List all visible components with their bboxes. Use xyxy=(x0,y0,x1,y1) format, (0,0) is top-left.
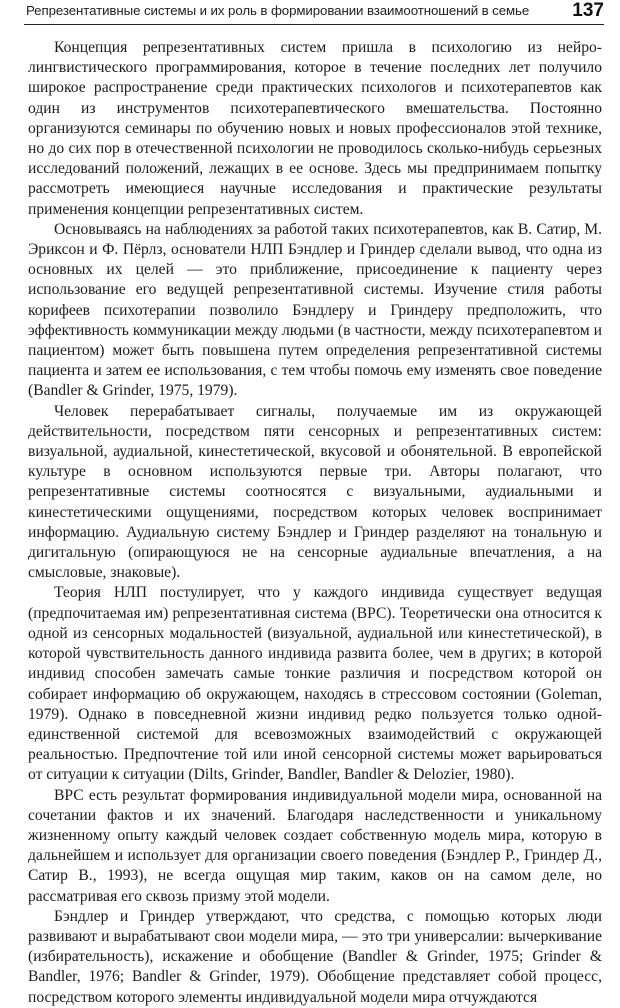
paragraph: Основываясь на наблюдениях за работой таких психотерапевтов, как В. Сатир, М. Эриксон и Ф. Пёрлз, основатели НЛП Бэндлер и Гриндер сделали вывод, что одна из основных их целей — это приближение, присоединение к пациенту через использование его ведущей репрезентативной системы. Изучение стиля работы корифеев психотерапии позволило Бэндлеру и Гриндеру предположить, что эффективность коммуникации между людьми (в частности, между психотерапевтом и пациентом) может быть повышена путем определения репрезентативной системы пациента и затем ее использования, с тем чтобы помочь ему изменять свое поведение (Bandler & Grinder, 1975, 1979). xyxy=(28,220,602,400)
page-number: 137 xyxy=(572,0,604,21)
body-text xyxy=(28,38,602,1008)
paragraph: Теория НЛП постулирует, что у каждого индивида существует ведущая (предпочитаемая им) репрезентативная система (ВРС). Теоретически она относится к одной из сенсорных модальностей (визуальной, аудиальной или кинестетической), в которой чувствительность данного индивида развита более, чем в других; в которой индивид способен замечать самые тонкие различия и посредством которой он собирает информацию об окружающем, находясь в стрессовом состоянии (Goleman, 1979). Однако в повседневной жизни индивид редко пользуется только одной-единственной системой для всевозможных взаимодействий с окружающей реальностью. Предпочтение той или иной сенсорной системы может варьироваться от ситуации к ситуации (Dilts, Grinder, Bandler, Bandler & Delozier, 1980). xyxy=(28,584,602,784)
running-header xyxy=(24,0,604,25)
paragraph: Человек перерабатывает сигналы, получаемые им из окружающей действительности, посредством пяти сенсорных и репрезентативных систем: визуальной, аудиальной, кинестетической, вкусовой и обонятельной. В европейской культуре в основном используются первые три. Авторы полагают, что репрезентативные системы соотносятся с визуальными, аудиальными и кинестетическими ощущениями, посредством которых человек воспринимает информацию. Аудиальную систему Бэндлер и Гриндер разделяют на тональную и дигитальную (опирающуюся не на сенсорные аудиальные впечатления, а на смысловые, знаковые). xyxy=(28,402,602,582)
paragraph: Бэндлер и Гриндер утверждают, что средства, с помощью которых люди развивают и вырабатывают свои модели мира, — это три универсалии: вычеркивание (избирательность), искажение и обобщение (Bandler & Grinder, 1975; Grinder & Bandler, 1976; Bandler & Grinder, 1979). Обобщение представляет собой процесс, посредством которого элементы индивидуальной модели мира отчуждаются xyxy=(28,907,602,1006)
running-title: Репрезентативные системы и их роль в формировании взаимоотношений в семье xyxy=(26,3,530,18)
paragraph: Концепция репрезентативных систем пришла в психологию из нейро-лингвистического программирования, которое в течение последних лет получило широкое распространение среди практических психологов и психотерапевтов как один из инструментов психотерапевтического вмешательства. Постоянно организуются семинары по обучению новых и новых профессионалов этой технике, но до сих пор в отечественной психологии не проводилось сколько-нибудь серьезных исследований положений, лежащих в ее основе. Здесь мы предпринимаем попытку рассмотреть имеющиеся научные исследования и практические результаты применения концепции репрезентативных систем. xyxy=(28,39,602,218)
paragraph: ВРС есть результат формирования индивидуальной модели мира, основанной на сочетании фактов и их значений. Благодаря наследственности и уникальному жизненному опыту каждый человек создает собственную модель мира, которую в дальнейшем и использует для организации своего поведения (Бэндлер Р., Гриндер Д., Сатир В., 1993), не всегда ощущая мир таким, каков он на самом деле, но рассматривая его сквозь призму этой модели. xyxy=(28,786,602,905)
